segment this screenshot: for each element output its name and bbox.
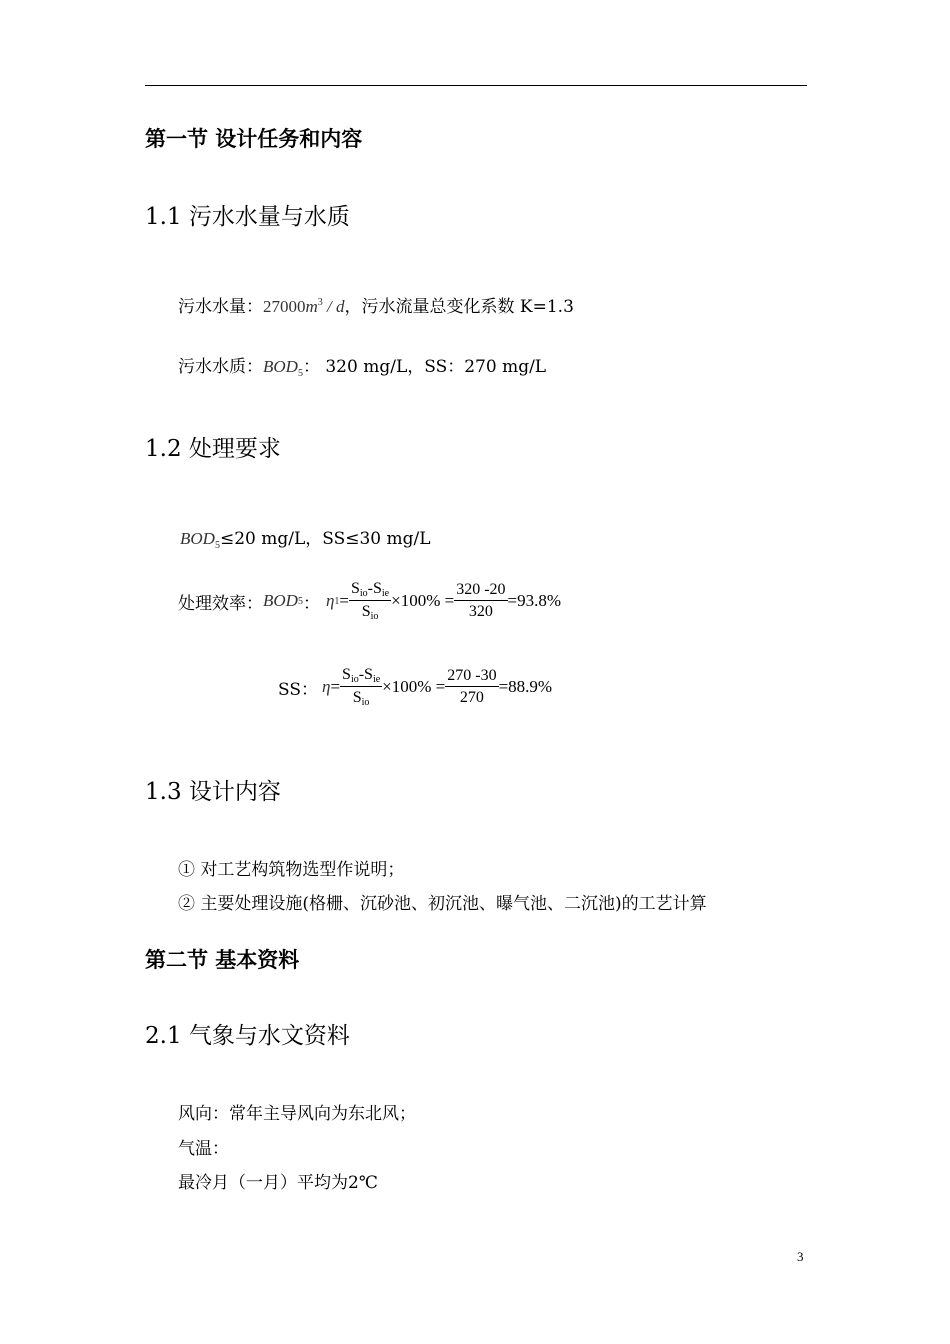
subsection-1-2-title: 1.2 处理要求 [145,436,281,462]
efficiency-formula-fraction: $\frac{\text{Sio-Sie}}{\text{Sio}}$ [350,580,390,622]
bod-result: =93.8% [507,591,562,610]
header-rule [145,85,807,86]
list-item: ② 主要处理设施(格栅、沉砂池、初沉池、曝气池、二沉池)的工艺计算 [178,894,707,914]
ss-eq-sign: = [330,677,341,696]
subsection-1-3-title: 1.3 设计内容 [145,779,281,805]
ss-times-100: ×100% = [382,677,446,696]
flow-tail: ，污水流量总变化系数 K=1.3 [344,297,574,317]
flow-unit-rest: / d [322,297,345,316]
page-number: 3 [797,1249,804,1264]
text-line: 气温： [178,1139,229,1159]
req-bod-sub: 5 [214,540,220,551]
eff-colon: ： [302,593,320,614]
times-100: ×100% = [391,591,455,610]
req-bod: BOD [180,529,215,548]
bod-value-fraction: $\frac{320 -20}{320}$ [456,581,506,620]
flow-label: 污水水量： [178,297,263,317]
eq-sign: = [339,591,349,610]
efficiency-bod-line [178,580,561,622]
ss-result: =88.9% [498,677,553,696]
ss-label: SS： [278,679,318,700]
flow-unit-exp: 3 [317,297,323,308]
subsection-1-1-title: 1.1 污水水量与水质 [145,204,350,230]
quality-bod-sub: 5 [297,368,303,379]
text-line: 最冷月（一月）平均为2℃ [178,1173,378,1193]
requirement-line [180,524,431,551]
quality-bod: BOD [263,357,298,376]
eff-bod-sub: 5 [297,595,303,607]
section-1-title: 第一节 设计任务和内容 [145,127,363,151]
quality-label: 污水水质： [178,357,263,377]
eta-sub: 1 [334,595,340,607]
flow-value: 27000 [263,297,306,316]
quality-line [178,352,546,379]
flow-line [178,292,574,317]
eff-label: 处理效率： [178,593,263,614]
ss-eta-symbol: η [322,677,331,696]
flow-unit-m: m [305,297,318,316]
ss-value-fraction: $\frac{270 -30}{270}$ [447,667,497,706]
req-tail: ≤20 mg/L，SS≤30 mg/L [219,529,431,549]
eta-symbol: η [325,591,335,610]
eff-bod: BOD [263,591,298,610]
list-item: ① 对工艺构筑物选型作说明； [178,860,405,880]
section-2-title: 第二节 基本资料 [145,948,300,972]
ss-formula-fraction: $\frac{\text{Sio-Sie}}{\text{Sio}}$ [342,666,381,708]
text-line: 风向：常年主导风向为东北风； [178,1104,416,1124]
subsection-2-1-title: 2.1 气象与水文资料 [145,1023,350,1049]
quality-tail: ： 320 mg/L，SS：270 mg/L [302,357,547,377]
efficiency-ss-line [278,666,552,708]
